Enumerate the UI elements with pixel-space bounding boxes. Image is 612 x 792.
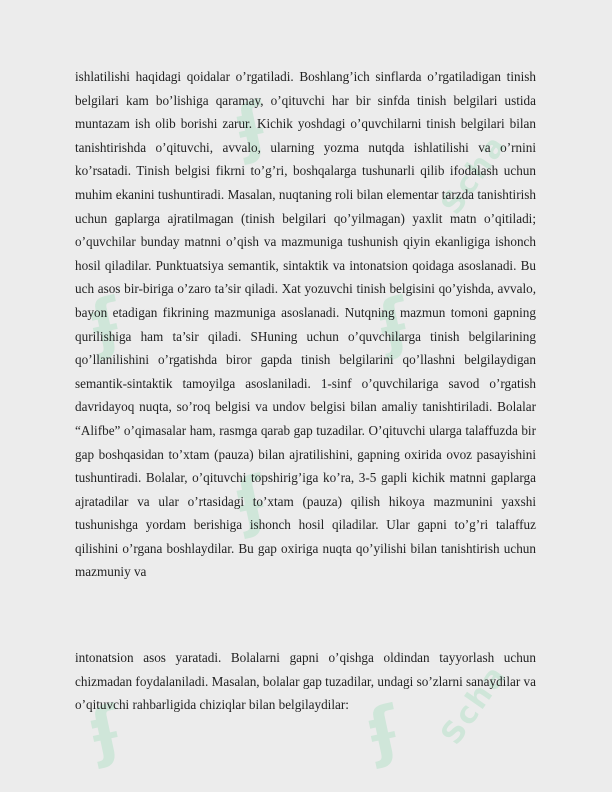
watermark-logo-icon: ʄ xyxy=(372,284,416,364)
body-paragraph: ishlatilishi haqidagi qoidalar o’rgatiladi. Boshlang’ich sinflarda o’rgatiladigan tinish belgilari kam bo’lishiga qaramay, o’qituvchi har bir sinfda tinish belgilari ustida muntazam ish olib borishi zarur. Kichik yoshdagi o’quvchilarni tinish belgilari bilan tanishtirishda o’qituvchi, avvalo, ularning yozma nutqda ishlatilishi va o’rnini ko’rsatadi. Tinish belgisi fikrni to’g’ri, boshqalarga tushunarli qilib ifodalash uchun muhim ekanini tushuntiradi. Masalan, nuqtaning roli bilan elementar tarzda tanishtirish uchun gaplarga ajratilmagan (tinish belgilari qo’yilmagan) yaxlit matn o’qitiladi; o’quvchilar bunday matnni o’qish va mazmuniga tushunish qiyin ekanligiga ishonch hosil qiladilar. Punktuatsiya semantik, sintaktik va intonatsion qoidaga asoslanadi. Bu uch asos bir-biriga o’zaro ta’sir qiladi. Xat yozuvchi tinish belgisini qo’yishda, avvalo, bayon etadigan fikrining mazmuniga asoslanadi. Nutqning mazmun tomoni gapning qurilishiga ham ta’sir qiladi. SHuning uchun o’quvchilarga tinish belgilarining qo’llanilishini o’rgatishda biror gapda tinish belgilarini qo’llashni belgilaydigan semantik-sintaktik tamoyilga asoslaniladi. 1-sinf o’quvchilariga savod o’rgatish davridayoq nuqta, so’roq belgisi va undov belgisi bilan amaliy tanishtiriladi. Bolalar “Alifbe” o’qimasalar ham, rasmga qarab gap tuzadilar. O’qituvchi ularga talaffuzda bir gap boshqasidan to’xtam (pauza) bilan ajratilishini, gapning oxirida ovoz pasayishini tushuntiradi. Bolalar, o’qituvchi topshirig’iga ko’ra, 3-5 gapli kichik matnni gaplarga ajratadilar va ular o’rtasidagi to’xtam (pauza) qilish hikoya mazmunini yaxshi tushunishga yordam berishiga ishonch hosil qiladilar. Ular gapni to’g’ri talaffuz qilishini o’rgana boshlaydilar. Bu gap oxiriga nuqta qo’yilishi bilan tanishtirish uchun mazmuniy va xyxy=(75,69,536,580)
watermark-logo-icon: ʄ xyxy=(230,88,274,168)
watermark-text: Scha xyxy=(434,658,514,752)
watermark-logo-icon: ʄ xyxy=(84,284,128,364)
body-paragraph: intonatsion asos yaratadi. Bolalarni gapni o’qishga oldindan tayyorlash uchun chizmadan foydalaniladi. Masalan, bolalar gap tuzadilar, undagi so’zlarni sanaydilar va o’qituvchi rahbarligida chiziqlar bilan belgilaydilar: xyxy=(75,650,536,713)
watermark-logo-icon: ʄ xyxy=(230,462,274,542)
watermark-logo-icon: ʄ xyxy=(362,692,406,772)
watermark-text: Scha xyxy=(434,128,514,222)
watermark-logo-icon: ʄ xyxy=(84,692,128,772)
